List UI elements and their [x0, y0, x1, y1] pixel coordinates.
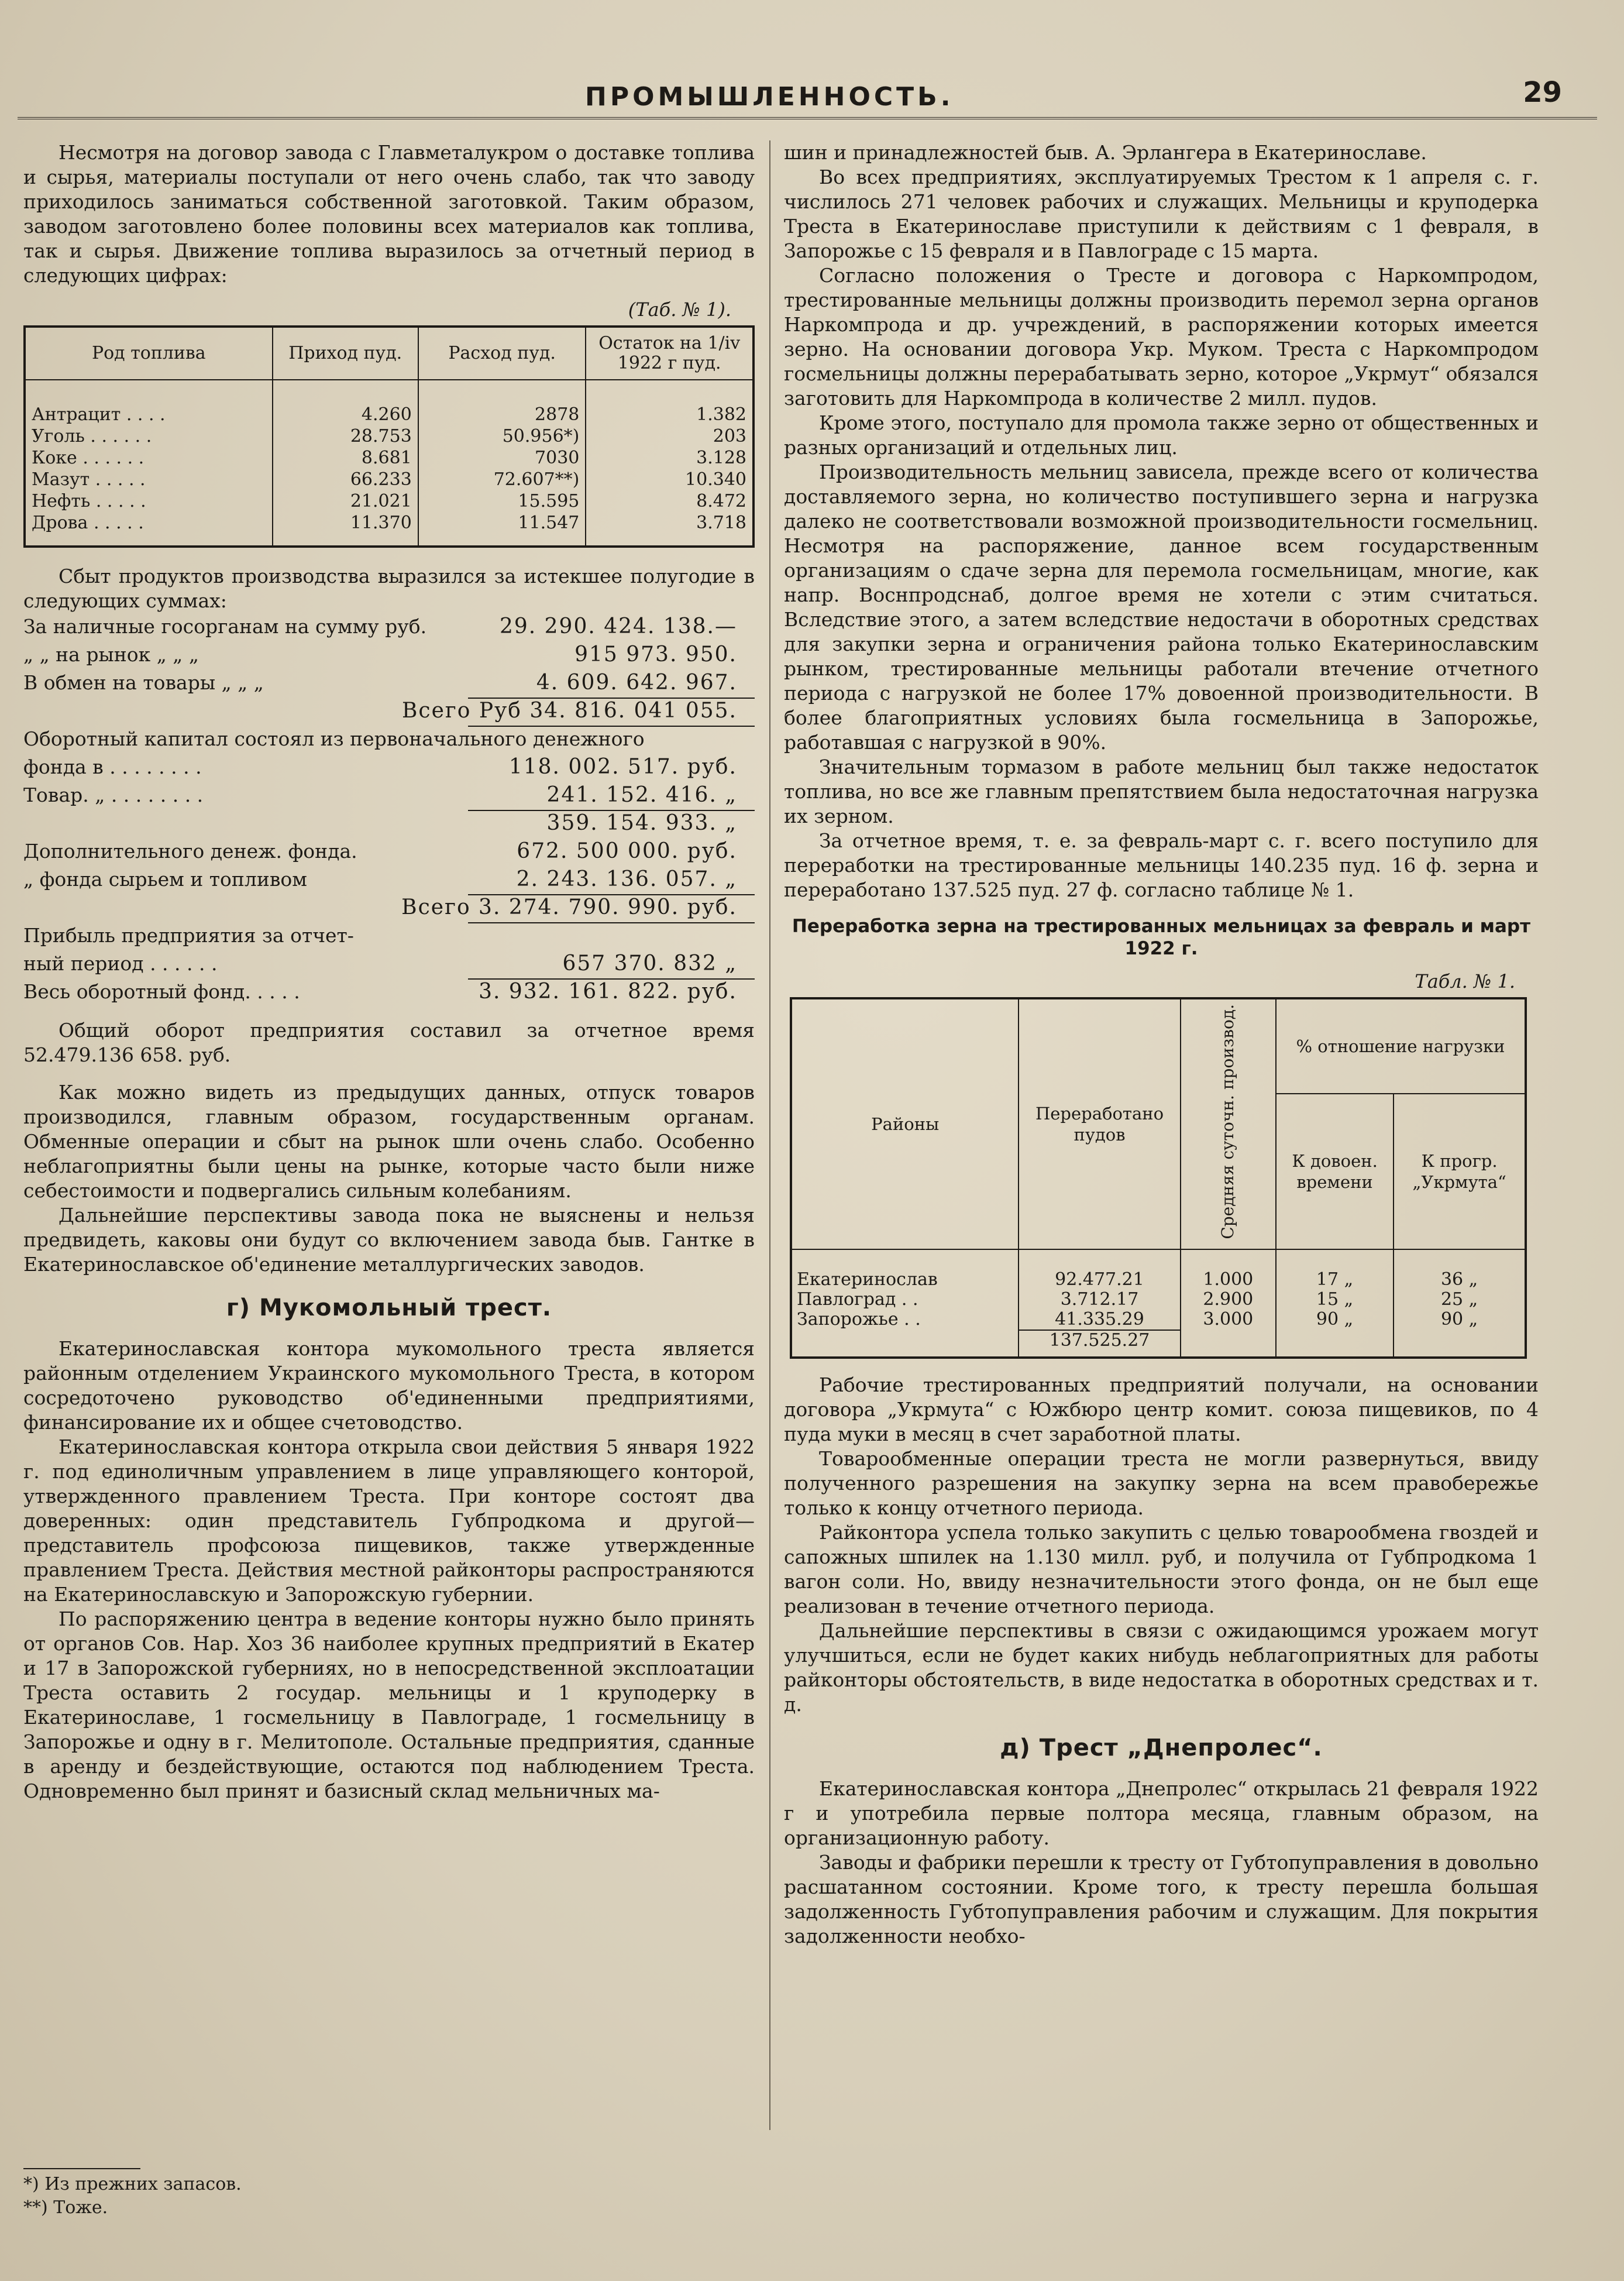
table-cell: 2.900 [1181, 1290, 1276, 1310]
ledger-label: „ „ на рынок „ „ „ [23, 643, 199, 666]
paragraph-outlook: Дальнейшие перспективы в связи с ожидающимся урожаем могут улучшиться, если не будет каких нибудь неблагоприятных для работы райконторы обстоятельств, в виде недостатка в оборотных средствах и т. д. [784, 1619, 1539, 1716]
table-cell: 203 [586, 425, 753, 447]
fuel-table [23, 325, 755, 548]
footnote-rule [23, 2168, 140, 2169]
ledger-value: 657 370. 832 „ [562, 951, 737, 975]
ledger-value: 3. 932. 161. 822. руб. [479, 980, 737, 1004]
paragraph-purchases: Райконтора успела только закупить с целью товарообмена гвоздей и сапожных шпилек на 1.130 милл. руб, и получила от Губпродкома 1 вагон соли. Но, ввиду незначительности этого фонда, он не был еще реализован в течение отчетного периода. [784, 1520, 1539, 1617]
ledger-label: Прибыль предприятия за отчет- [23, 924, 354, 947]
table-row [25, 512, 753, 547]
sum-rule [468, 922, 755, 923]
right-column [784, 140, 1539, 1949]
paragraph-prices: Как можно видеть из предыдущих данных, отпуск товаров производился, главным образом, государственным органам. Обменные операции и сбыт на рынок шли очень слабо. Особенно неблагоприятны были цены на рынке, которые часто были ниже себестоимости и подвергались сильным колебаниям. [23, 1081, 755, 1202]
table-cell: Нефть . . . . . [25, 490, 273, 512]
table-row [25, 447, 753, 469]
table-row [25, 425, 753, 447]
footnotes [23, 2168, 755, 2220]
ledger-value: 915 973. 950. [574, 643, 737, 667]
table-cell [1276, 1330, 1394, 1358]
grain-table-header: Районы [791, 998, 1019, 1249]
table-cell: Уголь . . . . . . [25, 425, 273, 447]
table-row [791, 1249, 1526, 1290]
ledger-value: 2. 243. 136. 057. „ [516, 867, 737, 891]
table-cell: 36 „ [1394, 1249, 1526, 1290]
paragraph-workers: Во всех предприятиях, эксплуатируемых Трестом к 1 апреля с. г. числилось 271 человек рабочих и служащих. Мельницы и круподерка Треста в Екатеринославе приступили к действиям с 1 февраля, в Запорожье с 15 февраля и в Павлограде с 15 марта. [784, 166, 1539, 262]
grain-table-header [1181, 998, 1276, 1249]
table-cell: 7030 [418, 447, 586, 469]
table2-title: Переработка зерна на трестированных мельницах за февраль и март 1922 г. [792, 916, 1531, 959]
table-cell: 3.000 [1181, 1310, 1276, 1330]
paragraph-exchange: Товарообменные операции треста не могли развернуться, ввиду полученного разрешения на закупку зерна на всем правобережье только к концу отчетного периода. [784, 1447, 1539, 1519]
table-cell: 90 „ [1276, 1310, 1394, 1330]
paragraph-prospects: Дальнейшие перспективы завода пока не выяснены и нельзя предвидеть, каковы они будут со включением завода быв. Гантке в Екатеринославское об'единение металлургических заводов. [23, 1204, 755, 1276]
ledger-label: фонда в . . . . . . . . [23, 755, 202, 778]
table-cell: 10.340 [586, 469, 753, 490]
section-heading-dneprles: д) Трест „Днепролес“. [1000, 1734, 1323, 1761]
paragraph-sales-intro: Сбыт продуктов производства выразился за истекшее полугодие в следующих суммах: [23, 565, 755, 612]
table-cell: 8.472 [586, 490, 753, 512]
paragraph-mill-enterprises: По распоряжению центра в ведение конторы нужно было принять от органов Сов. Нар. Хоз 36 наиболее крупных предприятий в Екатер и 17 в Запорожской губерниях, но в непосредственной эксплоатации Треста оставить 2 государ. мельницы и 1 круподерку в Екатеринославе, 1 госмельницу в Павлограде, 1 госмельницу в Запорожье и одну в г. Мелитополе. Остальные предприятия, сданные в аренду и бездействующие, остаются под наблюдением Треста. Одновременно был принят и базисный склад мельничных ма- [23, 1607, 755, 1802]
table-row [791, 1310, 1526, 1330]
table-total-row [791, 1330, 1526, 1358]
ledger-total-row [23, 978, 755, 1006]
table-cell: Павлоград . . [791, 1290, 1019, 1310]
paragraph-grain-received: За отчетное время, т. е. за февраль-март с. г. всего поступило для переработки на трестированные мельницы 140.235 пуд. 16 ф. зерна и переработано 137.525 пуд. 27 ф. согласно таблице № 1. [784, 829, 1539, 901]
table-cell: 15 „ [1276, 1290, 1394, 1310]
table-cell: 3.128 [586, 447, 753, 469]
table-cell: 41.335.29 [1019, 1310, 1180, 1330]
ledger-row [23, 669, 755, 698]
paragraph-dneprles-office: Екатеринославская контора „Днепролес“ открылась 21 февраля 1922 г и употребила первые полтора месяца, главным образом, на организационную работу. [784, 1777, 1539, 1849]
ledger-row [23, 613, 755, 641]
table-cell: Антрацит . . . . [25, 380, 273, 425]
ledger-value: Всего Руб 34. 816. 041 055. [401, 699, 737, 723]
section-heading-mill-trust: г) Мукомольный трест. [226, 1294, 552, 1321]
fuel-table-header: Приход пуд. [273, 327, 418, 380]
ledger-value: 359. 154. 933. „ [546, 811, 737, 835]
footnote: *) Из прежних запасов. [23, 2174, 242, 2194]
ledger-label: ный период . . . . . . [23, 952, 218, 975]
ledger-value: 241. 152. 416. „ [546, 783, 737, 807]
ledger-value: Всего 3. 274. 790. 990. руб. [401, 895, 737, 919]
ledger-row [23, 838, 755, 866]
table-cell-total: 137.525.27 [1019, 1330, 1180, 1358]
table-cell: 11.547 [418, 512, 586, 547]
table-cell: 21.021 [273, 490, 418, 512]
grain-table-header: К довоен. времени [1276, 1094, 1394, 1249]
page-number: 29 [1523, 76, 1562, 109]
table-cell: 15.595 [418, 490, 586, 512]
ledger-total-row [23, 894, 755, 922]
table-cell: 4.260 [273, 380, 418, 425]
grain-table-header: Переработано пудов [1019, 998, 1180, 1249]
ledger-row [23, 782, 755, 810]
ledger-total-row [23, 698, 755, 726]
fuel-table-header: Расход пуд. [418, 327, 586, 380]
table-row [25, 469, 753, 490]
grain-table-header: К прогр. „Укрмута“ [1394, 1094, 1526, 1249]
table-cell: 66.233 [273, 469, 418, 490]
table-cell: 17 „ [1276, 1249, 1394, 1290]
table-cell: 2878 [418, 380, 586, 425]
grain-table-header: % отношение нагрузки [1276, 998, 1526, 1094]
ledger-value: 118. 002. 517. руб. [508, 755, 737, 779]
table-cell: 1.382 [586, 380, 753, 425]
ledger-value: 4. 609. 642. 967. [536, 671, 737, 695]
table-cell: 25 „ [1394, 1290, 1526, 1310]
ledger-row [23, 754, 755, 782]
ledger-subtotal-row [23, 810, 755, 838]
column-rule [769, 140, 770, 2130]
running-title: ПРОМЫШЛЕННОСТЬ. [585, 82, 954, 112]
ledger-label: „ фонда сырьем и топливом [23, 868, 307, 891]
table-cell: 28.753 [273, 425, 418, 447]
table-cell: 50.956*) [418, 425, 586, 447]
paragraph-fuel-supply: Несмотря на договор завода с Главметалукром о доставке топлива и сырья, материалы поступали от него очень слабо, так что заводу приходилось заниматься собственной заготовкой. Таким образом, заводом заготовлено более половины всех материалов как топлива, так и сырья. Движение топлива выразилось за отчетный период в следующих цифрах: [23, 141, 755, 287]
table1-caption: (Таб. № 1). [628, 298, 731, 321]
table-cell: 1.000 [1181, 1249, 1276, 1290]
table-row [25, 380, 753, 425]
table-cell: Екатеринослав [791, 1249, 1019, 1290]
paragraph-wages: Рабочие трестированных предприятий получали, на основании договора „Укрмута“ с Южбюро центр комит. союза пищевиков, по 4 пуда муки в месяц в счет заработной платы. [784, 1373, 1539, 1445]
ledger-label: Оборотный капитал состоял из первоначального денежного [23, 727, 645, 750]
table-row [25, 490, 753, 512]
table-cell: Дрова . . . . . [25, 512, 273, 547]
grain-table [790, 997, 1527, 1359]
ledger-row [23, 726, 755, 754]
ledger-value: 672. 500 000. руб. [517, 839, 737, 863]
grain-table-header-text: Средняя суточн. производ. [1218, 1004, 1238, 1239]
paragraph-other-grain: Кроме этого, поступало для промола также зерно от общественных и разных организаций и отдельных лиц. [784, 411, 1539, 459]
ledger-label: В обмен на товары „ „ „ [23, 671, 264, 694]
table-cell: Запорожье . . [791, 1310, 1019, 1330]
table-cell [1181, 1330, 1276, 1358]
table-cell: 8.681 [273, 447, 418, 469]
paragraph-mill-office: Екатеринославская контора мукомольного треста является районным отделением Украинского мукомольного Треста, в котором сосредоточено руководство об'единенными предприятиями, финансирование их и общее счетоводство. [23, 1337, 755, 1434]
ledger-row [23, 922, 755, 950]
table-cell: 92.477.21 [1019, 1249, 1180, 1290]
ledger-label: Весь оборотный фонд. . . . . [23, 980, 300, 1003]
paragraph-mill-management: Екатеринославская контора открыла свои действия 5 января 1922 г. под единоличным управлением в лице управляющего конторой, утвержденного правлением Треста. При конторе состоят два доверенных: один представитель Губпродкома и другой—представитель профсоюза пищевиков, также утвержденные правлением Треста. Действия местной райконторы распространяются на Екатеринославскую и Запорожскую губернии. [23, 1435, 755, 1606]
paragraph-fuel-shortage: Значительным тормазом в работе мельниц был также недостаток топлива, но все же главным препятствием была недостаточная нагрузка их зерном. [784, 755, 1539, 827]
fuel-table-header: Род топлива [25, 327, 273, 380]
table-cell: 11.370 [273, 512, 418, 547]
table-cell: Коке . . . . . . [25, 447, 273, 469]
footnote: **) Тоже. [23, 2197, 108, 2218]
paragraph-narkomprod: Согласно положения о Тресте и договора с Наркомпродом, трестированные мельницы должны производить перемол зерна органов Наркомпрода и др. учреждений, в распоряжении которых имеется зерно. На основании договора Укр. Муком. Треста с Наркомпродом госмельницы должны перерабатывать зерно, которое „Укрмут“ обязался заготовить для Наркомпрода в количестве 2 милл. пудов. [784, 264, 1539, 410]
fuel-table-header: Остаток на 1/iv 1922 г пуд. [586, 327, 753, 380]
ledger-value: 29. 290. 424. 138.— [499, 614, 737, 638]
ledger-row [23, 641, 755, 669]
table2-caption: Табл. № 1. [1415, 970, 1515, 992]
ledger-row [23, 950, 755, 978]
table-cell: Мазут . . . . . [25, 469, 273, 490]
ledger-label: Товар. „ . . . . . . . . [23, 784, 204, 806]
paragraph-erlanger: шин и принадлежностей быв. А. Эрлангера в Екатеринославе. [784, 141, 1427, 164]
table-cell: 3.718 [586, 512, 753, 547]
table-row [791, 1290, 1526, 1310]
table-cell: 90 „ [1394, 1310, 1526, 1330]
table-cell [1394, 1330, 1526, 1358]
paragraph-dneprles-plants: Заводы и фабрики перешли к тресту от Губтопуправления в довольно расшатанном состоянии. Кроме того, к тресту перешла большая задолженность Губтопуправления рабочим и служащим. Для покрытия задолженности необхо- [784, 1850, 1539, 1947]
ledger-label: За наличные госорганам на сумму руб. [23, 615, 427, 638]
table-cell: 3.712.17 [1019, 1290, 1180, 1310]
left-column [23, 140, 755, 1803]
table-cell [791, 1330, 1019, 1358]
sales-ledger [23, 613, 755, 1006]
running-header [18, 76, 1597, 119]
paragraph-productivity: Производительность мельниц зависела, прежде всего от количества доставляемого зерна, но количество поступившего зерна и нагрузка далеко не соответствовали возможной производительности госмельниц. Несмотря на распоряжение, данное всем государственным организациям о сдаче зерна для перемола госмельницам, многие, как напр. Воснпродснаб, долгое время не хотели с этим считаться. Вследствие этого, а затем вследствие недостачи в оборотных средствах для закупки зерна и ограничения района только Екатеринославским рынком, трестированные мельницы работали втечение отчетного периода с нагрузкой не более 17% довоенной производительности. В более благоприятных условиях была госмельница в Запорожье, работавшая с нагрузкой в 90%. [784, 461, 1539, 754]
ledger-label: Дополнительного денеж. фонда. [23, 840, 357, 863]
ledger-row [23, 866, 755, 894]
table-cell: 72.607**) [418, 469, 586, 490]
paragraph-turnover: Общий оборот предприятия составил за отчетное время 52.479.136 658. руб. [23, 1019, 755, 1066]
